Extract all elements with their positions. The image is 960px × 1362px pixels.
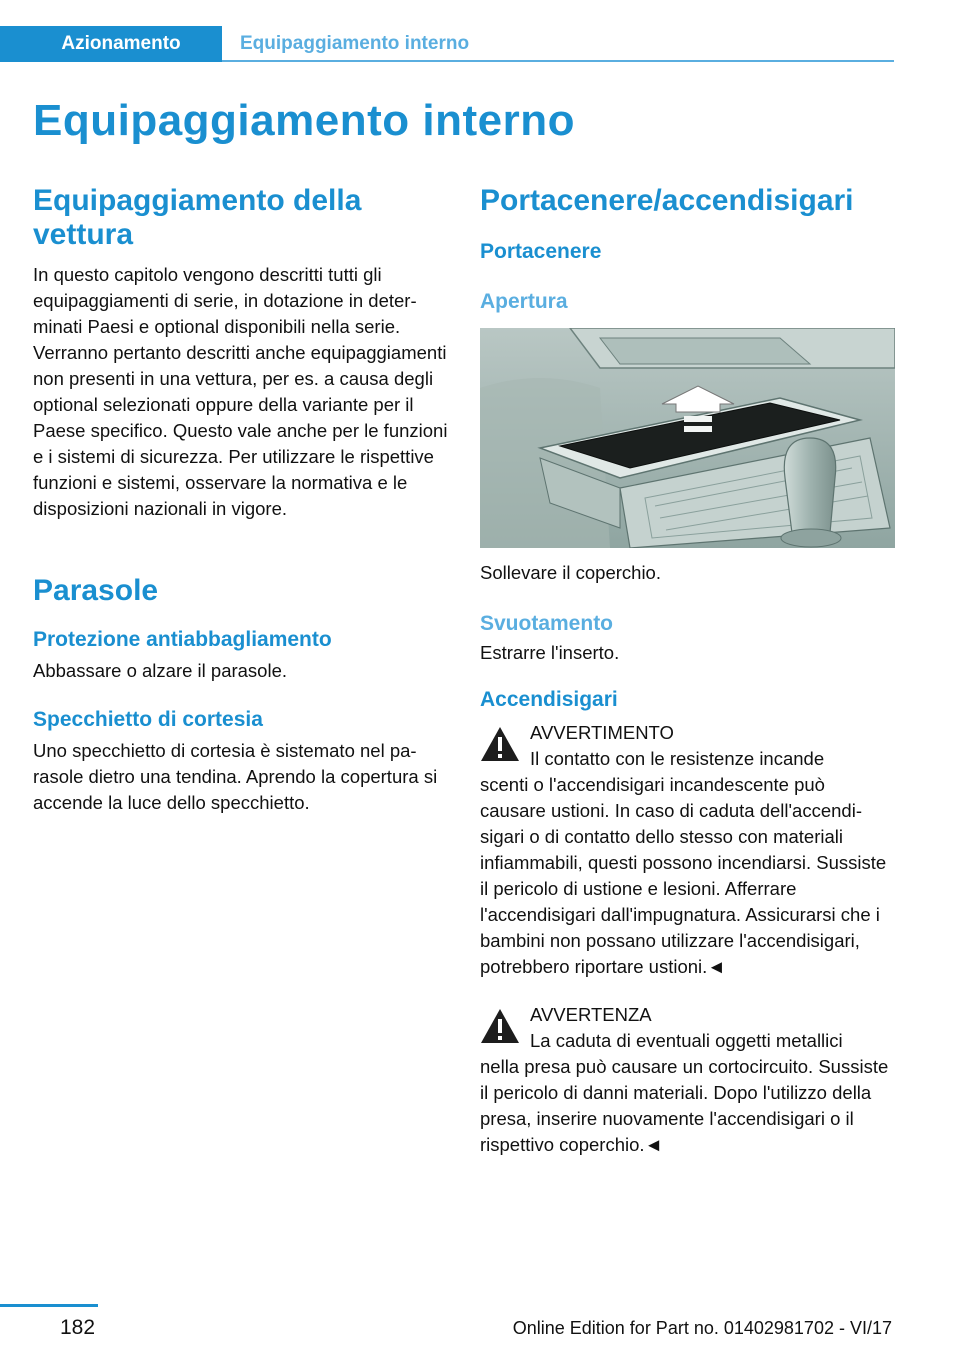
ashtray-photo <box>480 328 895 548</box>
heading-accendisigari: Accendisigari <box>480 688 618 711</box>
heading-protezione: Protezione antiabbagliamento <box>33 628 332 651</box>
right-column <box>480 184 895 1158</box>
paragraph-protezione: Abbassare o alzare il parasole. <box>33 660 288 681</box>
heading-parasole: Parasole <box>33 574 159 607</box>
left-column <box>33 184 448 816</box>
header-chapter-tab[interactable]: Equipaggiamento interno <box>240 33 470 54</box>
warning-triangle-icon <box>480 1008 520 1044</box>
warning-title-1: AVVERTIMENTO <box>530 722 674 743</box>
paragraph-vettura: In questo capitolo vengono descritti tutti gli equipaggiamenti di serie, in dotazione in determinati Paesi e optional disponibili nella serie. Verranno pertanto descritti anche equipaggiamenti non presenti in una vettura, per es. a causa degli optional selezionati oppure della variante per il Paese specifico. Questo vale anche per le funzioni e i sistemi di sicurezza. Per utilizzare le rispettive funzioni e sistemi, osservare la normativa e le disposizioni nazionali in vigore. <box>33 264 448 519</box>
heading-portacenere-accendisigari: Portacenere/accendisigari <box>480 184 854 217</box>
warning-text-1: scenti o l'accendisigari incandescente può causare ustioni. In caso di caduta dell'accendisigari o di contatto dello stesso con materiali infiammabili, questi possono incendiarsi. Sussiste il pericolo di ustione e lesioni. Afferrare l'accendisigari dall'impugnatura. Assicurarsi che i bambini non possano utilizzare l'accendisigari, potrebbero riportare ustioni.◄ <box>480 774 887 977</box>
paragraph-apertura: Sollevare il coperchio. <box>480 562 661 583</box>
header-rule <box>222 60 894 62</box>
warning-text-1-first: Il contatto con le resistenze incande <box>530 748 825 769</box>
heading-specchietto: Specchietto di cortesia <box>33 708 263 731</box>
warning-triangle-icon <box>480 726 520 762</box>
heading-vettura: Equipaggiamento della vettura <box>33 184 362 251</box>
edition-label: Online Edition for Part no. 01402981702 - VI/17 <box>512 1318 892 1338</box>
paragraph-specchietto: Uno specchietto di cortesia è sistemato nel parasole dietro una tendina. Aprendo la copertura si accende la luce dello specchietto. <box>33 740 438 813</box>
warning-text-2: nella presa può causare un cortocircuito. Sussiste il pericolo di danni materiali. Dopo l'utilizzo della presa, inserire nuovamente l'accendisigari o il rispettivo coperchio.◄ <box>480 1056 889 1155</box>
warning-title-2: AVVERTENZA <box>530 1004 652 1025</box>
warning-block-1 <box>480 720 895 980</box>
heading-apertura: Apertura <box>480 290 568 313</box>
page-number: 182 <box>60 1316 96 1339</box>
heading-portacenere: Portacenere <box>480 240 602 263</box>
footer-rule <box>0 1304 98 1307</box>
running-header <box>0 26 894 62</box>
heading-svuotamento: Svuotamento <box>480 612 614 635</box>
paragraph-svuotamento: Estrarre l'inserto. <box>480 642 620 663</box>
warning-text-2-first: La caduta di eventuali oggetti metallici <box>530 1030 843 1051</box>
page-title: Equipaggiamento interno <box>33 96 575 145</box>
warning-block-2 <box>480 1002 895 1158</box>
header-section-tab[interactable]: Azionamento <box>0 26 222 62</box>
